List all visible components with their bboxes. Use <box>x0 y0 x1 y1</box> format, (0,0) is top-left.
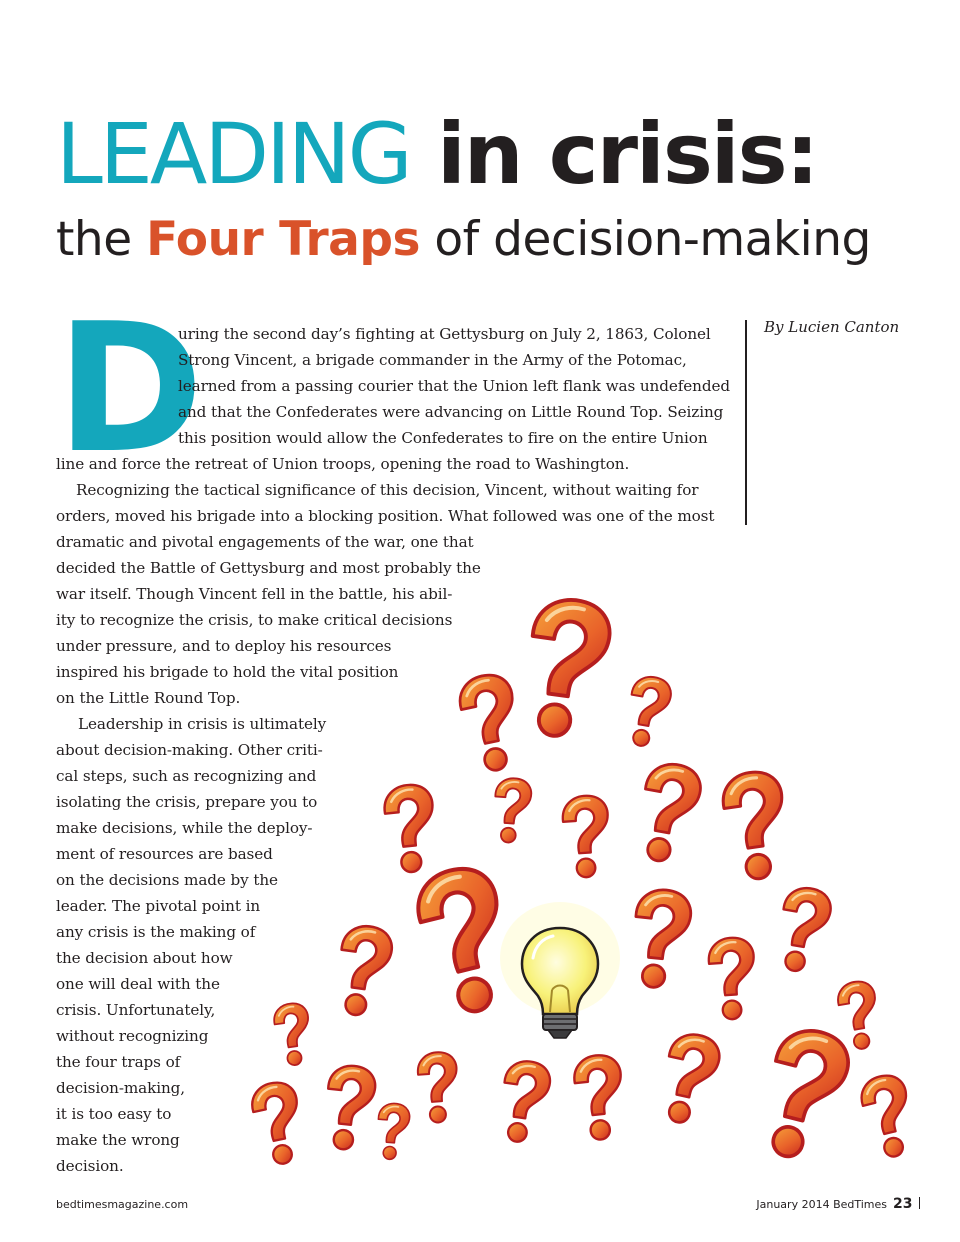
headline-in-crisis: in crisis: <box>409 105 818 203</box>
body-line: make the wrong <box>56 1131 180 1149</box>
body-line: and that the Confederates were advancing on Little Round Top. Seizing <box>178 403 724 421</box>
body-line: cal steps, such as recognizing and <box>56 767 317 785</box>
body-line: war itself. Though Vincent fell in the battle, his abil- <box>56 585 453 603</box>
footer-folio <box>756 1196 920 1212</box>
question-mark-icon <box>455 671 526 775</box>
question-mark-icon <box>519 595 613 742</box>
body-line: it is too easy to <box>56 1105 172 1123</box>
question-mark-icon <box>272 1001 314 1067</box>
question-mark-icon <box>248 1079 309 1168</box>
body-line: the decision about how <box>56 949 233 967</box>
body-line: about decision-making. Other criti- <box>56 741 323 759</box>
body-line: Leadership in crisis is ultimately <box>78 715 327 733</box>
question-mark-icon <box>707 936 758 1020</box>
question-mark-icon <box>656 1030 723 1128</box>
body-line: inspired his brigade to hold the vital position <box>56 663 399 681</box>
body-line: on the Little Round Top. <box>56 689 241 707</box>
body-line: decided the Battle of Gettysburg and most probably the <box>56 559 481 577</box>
body-line: crisis. Unfortunately, <box>56 1001 216 1019</box>
body-line: orders, moved his brigade into a blocking position. What followed was one of the most <box>56 507 715 525</box>
question-mark-icon <box>561 794 612 878</box>
body-line: on the decisions made by the <box>56 871 278 889</box>
body-line: line and force the retreat of Union troops, opening the road to Washington. <box>56 455 630 473</box>
question-mark-icon <box>333 923 395 1019</box>
question-mark-icon <box>754 1023 855 1165</box>
body-line: ment of resources are based <box>56 845 273 863</box>
light-bulb-icon <box>500 902 620 1038</box>
question-mark-icon <box>857 1071 920 1161</box>
question-mark-icon <box>719 769 792 883</box>
body-line: one will deal with the <box>56 975 220 993</box>
question-mark-icon <box>417 1051 461 1124</box>
body-line: this position would allow the Confederates to fire on the entire Union <box>178 429 708 447</box>
body-line: ity to recognize the crisis, to make critical decisions <box>56 611 453 629</box>
page-number: 23 <box>893 1196 913 1212</box>
body-line: any crisis is the making of <box>56 923 256 941</box>
body-line: learned from a passing courier that the Union left flank was undefended <box>178 377 730 395</box>
body-line: Recognizing the tactical significance of this decision, Vincent, without waiting for <box>76 481 699 499</box>
folio-divider <box>919 1197 921 1209</box>
question-mark-icon <box>773 884 833 975</box>
body-line: decision. <box>56 1157 124 1175</box>
body-line: make decisions, while the deploy- <box>56 819 313 837</box>
body-line: Strong Vincent, a brigade commander in the Army of the Potomac, <box>178 351 687 369</box>
body-line: uring the second day’s fighting at Gettysburg on July 2, 1863, Colonel <box>178 325 711 343</box>
question-mark-icon <box>633 760 704 866</box>
body-line: decision-making, <box>56 1079 186 1097</box>
question-mark-icon <box>835 979 883 1052</box>
question-mark-icon <box>629 887 693 990</box>
question-mark-icon <box>492 777 532 844</box>
question-mark-icon <box>572 1053 627 1142</box>
byline: By Lucien Canton <box>764 318 900 336</box>
question-mark-icon <box>376 1102 411 1160</box>
question-mark-icon <box>623 674 673 750</box>
question-mark-icon <box>497 1058 553 1145</box>
body-line: leader. The pivotal point in <box>56 897 261 915</box>
body-line: dramatic and pivotal engagements of the war, one that <box>56 533 474 551</box>
drop-cap: D <box>56 285 204 492</box>
subtitle-suffix: of decision-making <box>419 212 871 267</box>
body-line: under pressure, and to deploy his resources <box>56 637 392 655</box>
footer-website: bedtimesmagazine.com <box>56 1198 189 1211</box>
question-mark-icon <box>322 1063 377 1152</box>
footer-issue: January 2014 BedTimes <box>756 1198 888 1211</box>
headline-leading: LEADING <box>56 105 410 203</box>
body-line: the four traps of <box>56 1053 181 1071</box>
body-line: isolating the crisis, prepare you to <box>56 793 318 811</box>
question-mark-icon <box>382 783 439 874</box>
body-line: without recognizing <box>56 1027 209 1045</box>
subtitle-prefix: the <box>56 212 147 267</box>
subtitle-accent: Four Traps <box>146 212 420 267</box>
